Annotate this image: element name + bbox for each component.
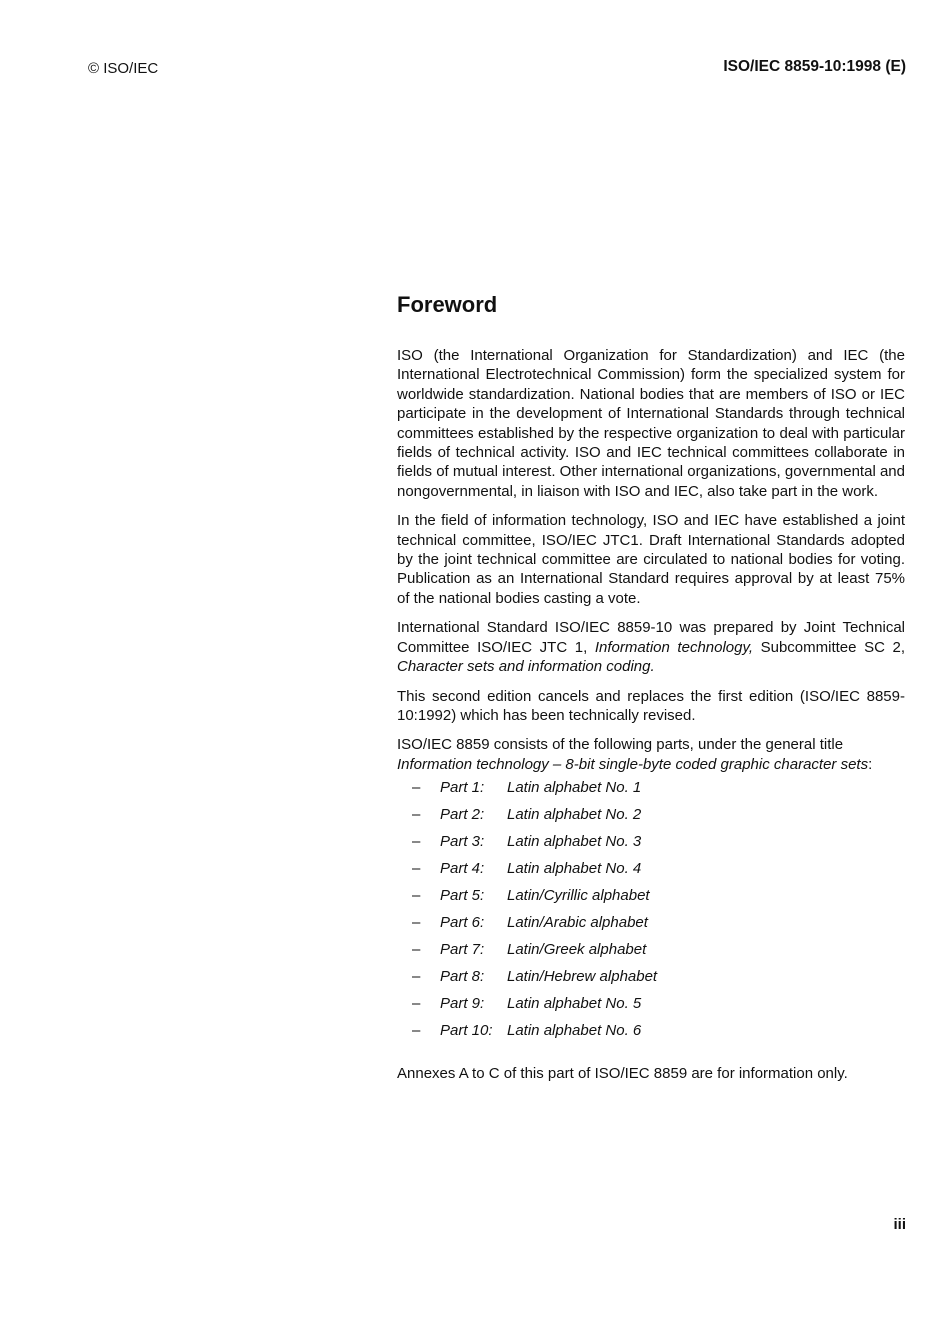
list-item	[397, 994, 905, 1021]
list-dash: –	[412, 914, 421, 932]
part-label: Part 1:	[440, 779, 485, 797]
paragraph-jtc1: In the field of information technology, ISO and IEC have established a joint technical committee, ISO/IEC JTC1. Draft International Standards adopted by the joint technical committee are circulated to national bodies for voting. Publication as an International Standard requires approval by at least 75% of the national bodies casting a vote.	[397, 512, 905, 607]
paragraph-preparation	[397, 618, 905, 676]
page-number: iii	[893, 1216, 906, 1233]
page-title: Foreword	[397, 292, 498, 317]
part-label: Part 10:	[440, 1022, 493, 1040]
part-label: Part 5:	[440, 887, 485, 905]
paragraph-parts-intro	[397, 735, 905, 774]
paragraph-annexes: Annexes A to C of this part of ISO/IEC 8859 are for information only.	[397, 1065, 848, 1083]
part-label: Part 9:	[440, 995, 485, 1013]
parts-intro-colon: :	[868, 755, 873, 773]
list-item	[397, 859, 905, 886]
part-label: Part 8:	[440, 968, 485, 986]
list-dash: –	[412, 1022, 421, 1040]
header-document-id: ISO/IEC 8859-10:1998 (E)	[723, 58, 906, 75]
preparation-subcommittee: Subcommittee SC 2,	[753, 638, 905, 656]
part-label: Part 6:	[440, 914, 485, 932]
general-title: Information technology – 8-bit single-byte coded graphic character sets	[397, 755, 869, 773]
part-title: Latin alphabet No. 4	[507, 860, 642, 878]
part-title: Latin/Hebrew alphabet	[507, 968, 658, 986]
list-dash: –	[412, 833, 421, 851]
part-title: Latin/Greek alphabet	[507, 941, 647, 959]
list-item	[397, 940, 905, 967]
preparation-text: International Standard ISO/IEC 8859-10 was prepared by Joint Technical Committee ISO/IEC JTC 1,	[397, 619, 905, 656]
part-label: Part 7:	[440, 941, 485, 959]
list-dash: –	[412, 860, 421, 878]
paragraph-iso-iec: ISO (the International Organization for Standardization) and IEC (the International Electrotechnical Commission) form the specialized system for worldwide standardization. National bodies that are members of ISO or IEC participate in the development of International Standards through technical committees established by the respective organization to deal with particular fields of technical activity. ISO and IEC technical committees collaborate in fields of mutual interest. Other international organizations, governmental and nongovernmental, in liaison with ISO and IEC, also take part in the work.	[397, 347, 905, 500]
part-title: Latin/Cyrillic alphabet	[507, 887, 650, 905]
preparation-subcommittee-title: Character sets and information coding.	[397, 658, 655, 676]
part-title: Latin alphabet No. 2	[507, 806, 642, 824]
part-label: Part 3:	[440, 833, 485, 851]
foreword-section	[397, 292, 905, 1094]
paragraph-edition: This second edition cancels and replaces the first edition (ISO/IEC 8859-10:1992) which has been technically revised.	[397, 687, 905, 724]
parts-intro-text: ISO/IEC 8859 consists of the following parts, under the general title	[397, 736, 844, 754]
list-dash: –	[412, 887, 421, 905]
part-title: Latin alphabet No. 1	[507, 779, 642, 797]
list-dash: –	[412, 806, 421, 824]
list-item	[397, 913, 905, 940]
list-item	[397, 778, 905, 805]
part-title: Latin alphabet No. 3	[507, 833, 642, 851]
preparation-committee-title: Information technology,	[594, 638, 754, 656]
part-label: Part 4:	[440, 860, 485, 878]
list-dash: –	[412, 779, 421, 797]
list-item	[397, 967, 905, 994]
part-title: Latin alphabet No. 6	[507, 1022, 642, 1040]
list-dash: –	[412, 968, 421, 986]
part-title: Latin/Arabic alphabet	[507, 914, 648, 932]
part-label: Part 2:	[440, 806, 485, 824]
list-item	[397, 1021, 905, 1048]
header-copyright: © ISO/IEC	[88, 60, 159, 77]
list-dash: –	[412, 941, 421, 959]
part-title: Latin alphabet No. 5	[507, 995, 642, 1013]
list-item	[397, 805, 905, 832]
list-item	[397, 832, 905, 859]
parts-list	[397, 778, 905, 1048]
list-item	[397, 886, 905, 913]
list-dash: –	[412, 995, 421, 1013]
